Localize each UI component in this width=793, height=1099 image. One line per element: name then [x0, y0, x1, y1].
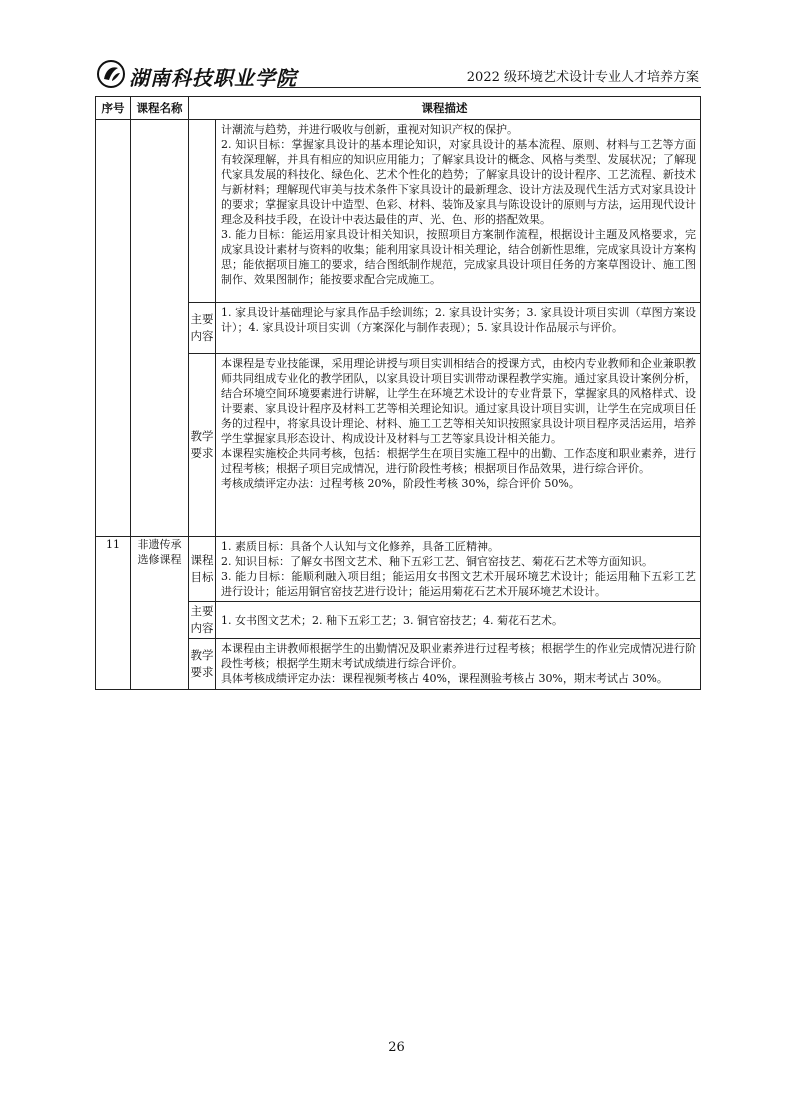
row2-content-desc: 1. 女书图文艺术；2. 釉下五彩工艺；3. 铜官窑技艺；4. 菊花石艺术。 [216, 602, 701, 639]
row1-goal-line: 计潮流与趋势，并进行吸收与创新，重视对知识产权的保护。 [221, 123, 518, 136]
course-table [95, 96, 701, 690]
header-desc: 课程描述 [189, 97, 701, 120]
row2-goal-line: 1. 素质目标：具备个人认知与文化修养，具备工匠精神。 [221, 540, 499, 553]
row2-req-label: 教学要求 [189, 639, 216, 690]
row1-content-desc: 1. 家具设计基础理论与家具作品手绘训练；2. 家具设计实务；3. 家具设计项目实训（草图方案设计）；4. 家具设计项目实训（方案深化与制作表现）；5. 家具设计作品展示与评价。 [216, 303, 701, 354]
row2-goal-line: 3. 能力目标：能顺利融入项目组；能运用女书图文艺术开展环境艺术设计；能运用釉下五彩工艺进行设计；能运用铜官窑技艺进行设计；能运用菊花石艺术开展环境艺术设计。 [221, 570, 696, 598]
row2-name: 非遗传承选修课程 [131, 537, 189, 690]
row1-num-cell [96, 120, 131, 537]
row1-req-line: 本课程是专业技能课，采用理论讲授与项目实训相结合的授课方式，由校内专业教师和企业兼职教师共同组成专业化的教学团队，以家具设计项目实训带动课程教学实施。通过家具设计案例分析，结合环境空间环境要素进行讲解，让学生在环境艺术设计的专业背景下，掌握家具的风格样式、设计要素、家具设计程序及材料工艺等相关理论知识。通过家具设计项目实训，让学生在完成项目任务的过程中，将家具设计理论、材料、施工工艺等相关知识按照家具设计项目程序灵活运用，培养学生掌握家具形态设计、构成设计及材料与工艺等家具设计相关能力。 [221, 357, 696, 445]
row1-goal-desc [216, 120, 701, 303]
row1-goal-line: 2. 知识目标：掌握家具设计的基本理论知识，对家具设计的基本流程、原则、材料与工艺等方面有较深理解，并具有相应的知识应用能力；了解家具设计的概念、风格与类型、发展状况；了解现代家具发展的科技化、绿色化、艺术个性化的趋势；了解家具设计的设计程序、工艺流程、新技术与新材料；理解现代审美与技术条件下家具设计的最新理念、设计方法及现代生活方式对家具设计的要求；掌握家具设计中造型、色彩、材料、装饰及家具与陈设设计的原则与方法，运用现代设计理念及科技手段，在设计中表达最佳的声、光、色、形的搭配效果。 [221, 138, 696, 226]
table-header-row [96, 97, 701, 120]
row2-req-line: 本课程由主讲教师根据学生的出勤情况及职业素养进行过程考核；根据学生的作业完成情况进行阶段性考核；根据学生期末考试成绩进行综合评价。 [221, 642, 696, 670]
header-num: 序号 [96, 97, 131, 120]
plan-title: 2022 级环境艺术设计专业人才培养方案 [466, 70, 699, 85]
row2-num: 11 [96, 537, 131, 690]
row1-req-line: 考核成绩评定办法：过程考核 20%，阶段性考核 30%，综合评价 50%。 [221, 477, 580, 490]
row2-goal-line: 2. 知识目标：了解女书图文艺术、釉下五彩工艺、铜官窑技艺、菊花石艺术等方面知识。 [221, 555, 653, 568]
page-header [97, 58, 701, 90]
row2-goal-label: 课程目标 [189, 537, 216, 602]
row1-req-label: 教学要求 [189, 354, 216, 537]
row1-req-line: 本课程实施校企共同考核，包括：根据学生在项目实施工程中的出勤、工作态度和职业素养，进行过程考核；根据子项目完成情况，进行阶段性考核；根据项目作品效果，进行综合评价。 [221, 447, 696, 475]
header-rule [277, 87, 701, 88]
table-row [96, 120, 701, 303]
row2-content-label: 主要内容 [189, 602, 216, 639]
school-name: 湖南科技职业学院 [129, 66, 297, 90]
row1-name-cell [131, 120, 189, 537]
row1-content-label: 主要内容 [189, 303, 216, 354]
row1-goal-label-cell [189, 120, 216, 303]
row1-goal-line: 3. 能力目标：能运用家具设计相关知识，按照项目方案制作流程，根据设计主题及风格要求，完成家具设计素材与资料的收集；能利用家具设计相关理论，结合创新性思维，完成家具设计方案构思；能依据项目施工的要求，结合图纸制作规范，完成家具设计项目任务的方案草图设计、施工图制作、效果图制作；能按要求配合完成施工。 [221, 228, 696, 286]
row2-req-desc [216, 639, 701, 690]
row1-req-desc [216, 354, 701, 537]
header-name: 课程名称 [131, 97, 189, 120]
school-logo-icon [97, 60, 125, 88]
page-number: 26 [388, 1040, 405, 1055]
table-row [96, 537, 701, 602]
row2-req-line: 具体考核成绩评定办法：课程视频考核占 40%，课程测验考核占 30%，期末考试占 30%。 [221, 672, 668, 685]
row2-goal-desc [216, 537, 701, 602]
